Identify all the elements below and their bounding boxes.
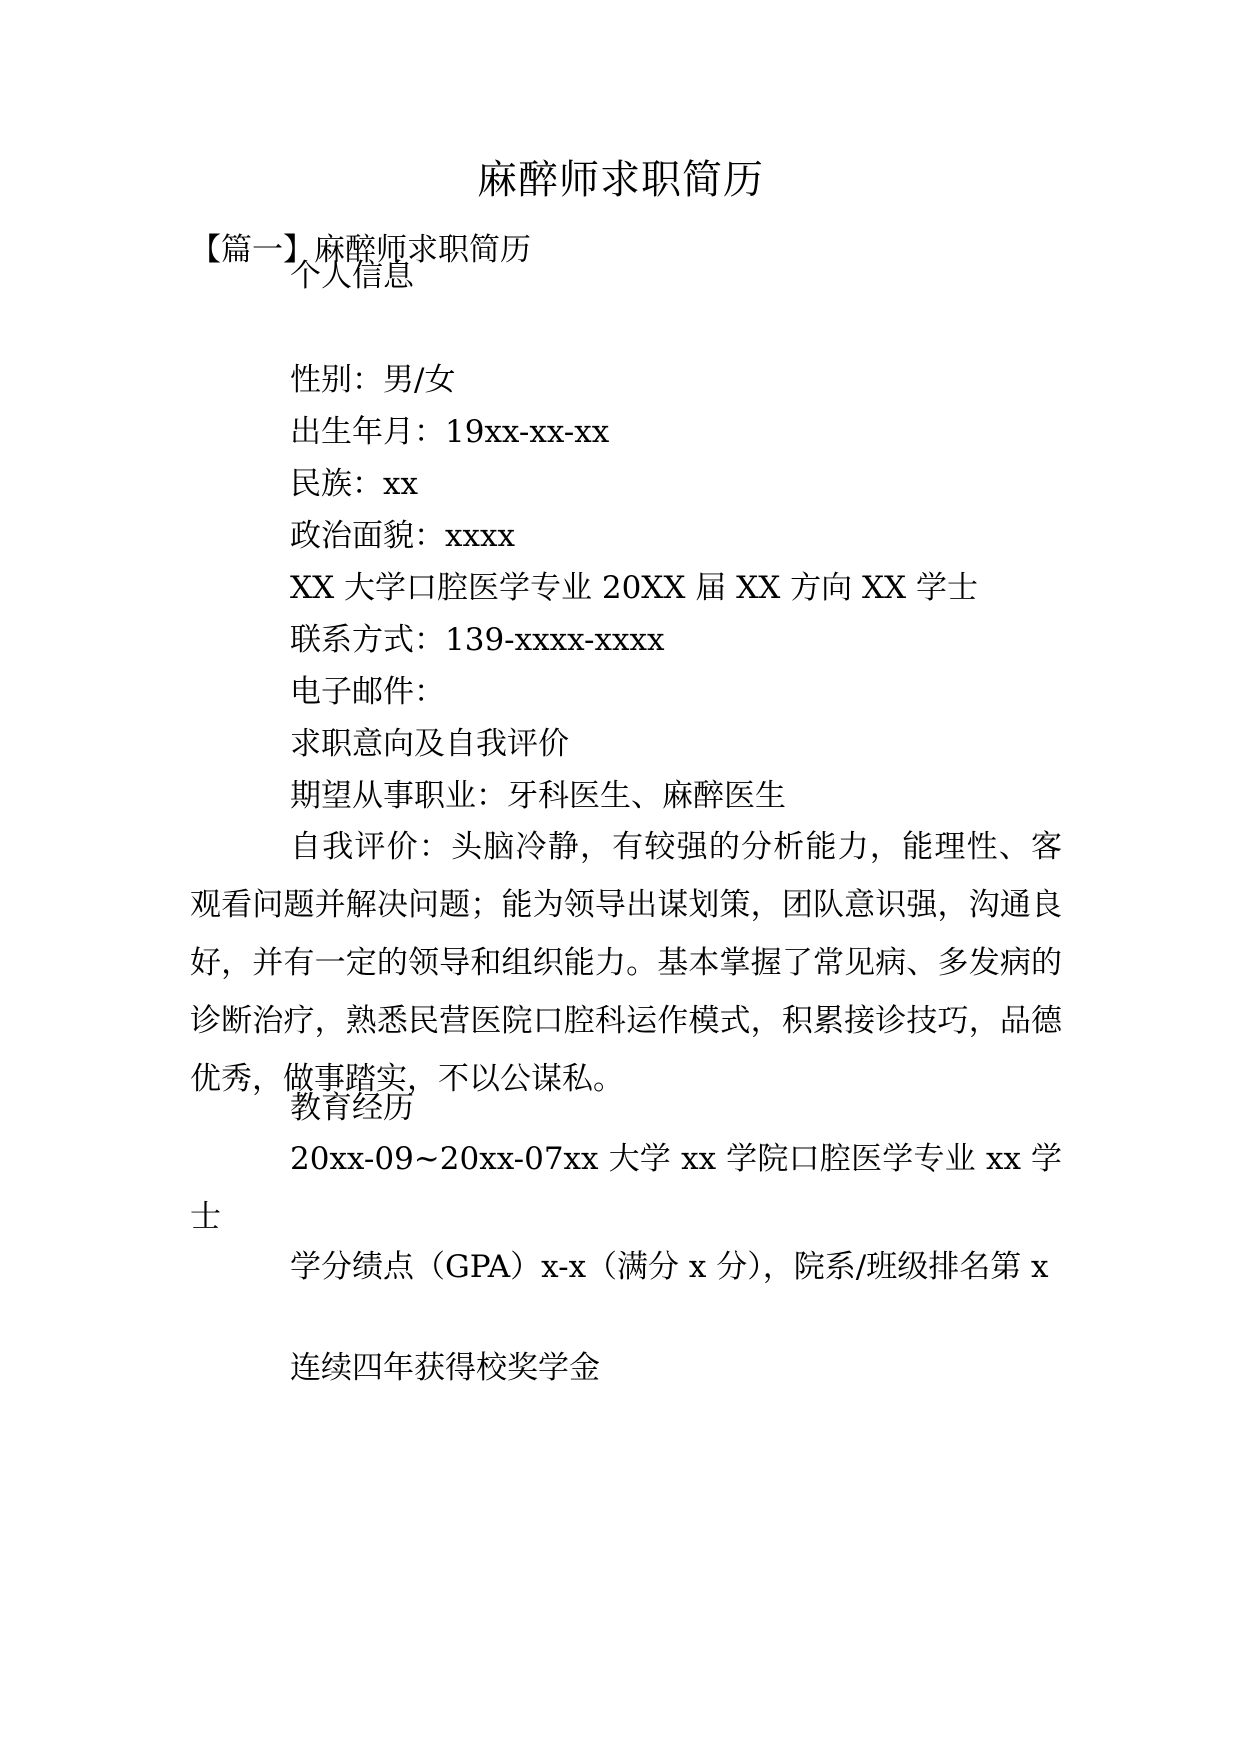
gender-line: 性别：男/女 [290, 362, 456, 398]
political-status-line: 政治面貌：xxxx [290, 518, 515, 554]
degree-line: XX 大学口腔医学专业 20XX 届 XX 方向 XX 学士 [290, 570, 978, 606]
ethnicity-line: 民族：xx [290, 466, 418, 502]
education-heading: 教育经历 [290, 1090, 414, 1126]
desired-job-line: 期望从事职业：牙科医生、麻醉医生 [290, 778, 786, 814]
self-evaluation-paragraph: 自我评价：头脑冷静，有较强的分析能力，能理性、客观看问题并解决问题；能为领导出谋划策，团队意识强，沟通良好，并有一定的领导和组织能力。基本掌握了常见病、多发病的诊断治疗，熟悉民营医院口腔科运作模式，积累接诊技巧，品德优秀，做事踏实，不以公谋私。 [190, 829, 1062, 1097]
gpa-line: 学分绩点（GPA）x-x（满分 x 分），院系/班级排名第 x [290, 1249, 1049, 1285]
birth-line: 出生年月：19xx-xx-xx [290, 414, 610, 450]
document-title: 麻醉师求职简历 [477, 157, 764, 203]
section-heading: 【篇一】麻醉师求职简历 [190, 232, 531, 268]
email-line: 电子邮件： [290, 674, 445, 710]
education-entry: 20xx-09~20xx-07xx 大学 xx 学院口腔医学专业 xx 学士 [190, 1141, 1062, 1235]
intention-heading: 求职意向及自我评价 [290, 726, 569, 762]
contact-line: 联系方式：139-xxxx-xxxx [290, 622, 665, 658]
scholarship-line: 连续四年获得校奖学金 [290, 1350, 600, 1386]
personal-info-heading: 个人信息 [290, 258, 414, 294]
